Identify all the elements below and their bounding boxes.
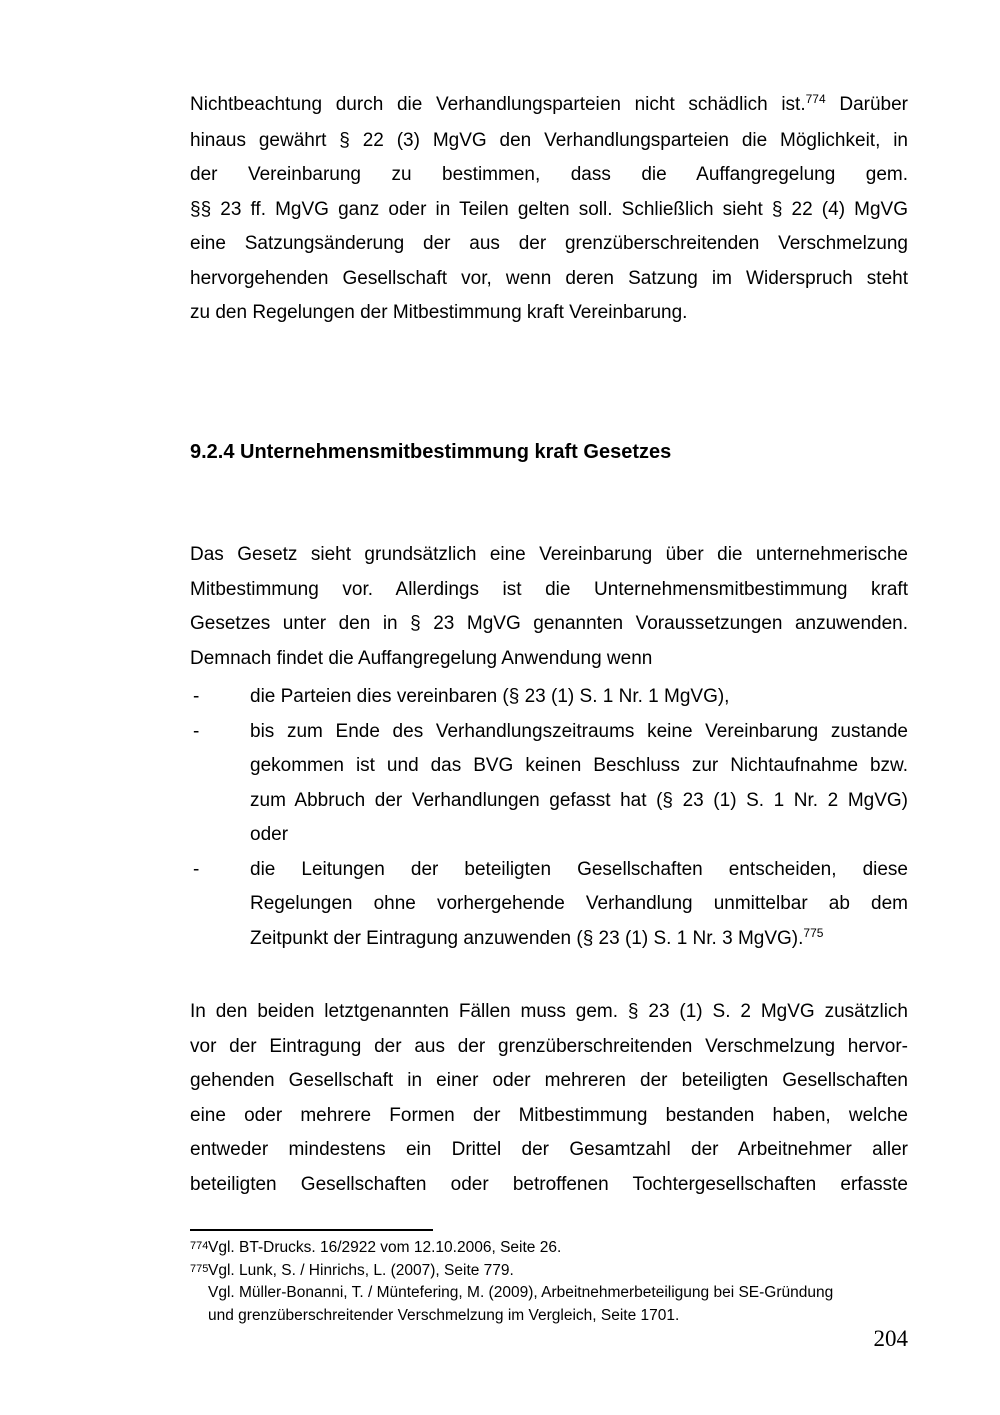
text-segment: vor der Eintragung der aus der grenzüberschreitenden Verschmelzung hervor- [190, 1035, 908, 1057]
footnote-text: Vgl. Müller-Bonanni, T. / Müntefering, M. (2009), Arbeitnehmerbeteiligung bei SE-Gründung [208, 1284, 834, 1302]
footnote-line [190, 1260, 908, 1283]
text-segment: oder [250, 824, 289, 845]
section-heading [190, 435, 908, 470]
conditions-list [190, 680, 908, 957]
dash-bullet: - [193, 858, 200, 880]
text-line [250, 715, 908, 750]
text-segment: zu den Regelungen der Mitbestimmung kraft Vereinbarung. [190, 302, 688, 323]
text-segment: Regelungen ohne vorhergehende Verhandlung unmittelbar ab dem [250, 893, 908, 914]
footnote-marker: 774 [190, 1240, 209, 1252]
text-segment: die Leitungen der beteiligten Gesellschaften entscheiden, diese [250, 858, 908, 880]
footnotes-section [190, 1237, 908, 1327]
text-segment: gehenden Gesellschaft in einer oder mehreren der beteiligten Gesellschaften [190, 1070, 908, 1091]
text-segment: Mitbestimmung vor. Allerdings ist die Unternehmensmitbestimmung kraft [190, 578, 908, 600]
text-column [190, 0, 908, 1415]
text-segment: bis zum Ende des Verhandlungszeitraums keine Vereinbarung zustande [250, 720, 908, 742]
text-segment: gekommen ist und das BVG keinen Beschluss zur Nichtaufnahme bzw. [250, 755, 908, 776]
text-segment: die Parteien dies vereinbaren (§ 23 (1) S. 1 Nr. 1 MgVG), [250, 686, 730, 707]
text-line [190, 642, 908, 677]
text-segment: In den beiden letztgenannten Fällen muss gem. § 23 (1) S. 2 MgVG zusätzlich [190, 1001, 908, 1022]
dash-bullet: - [193, 720, 200, 742]
text-segment: Gesetzes unter den in § 23 MgVG genannten Voraussetzungen anzuwenden. [190, 613, 908, 634]
text-line [250, 749, 908, 784]
text-segment: Das Gesetz sieht grundsätzlich eine Vereinbarung über die unternehmerische [190, 544, 908, 565]
text-line [190, 573, 908, 608]
list-item [190, 680, 908, 715]
text-line [190, 158, 908, 193]
text-line [190, 88, 908, 124]
text-line [250, 680, 908, 715]
text-line [190, 1168, 908, 1203]
list-item [190, 715, 908, 853]
text-segment: entweder mindestens ein Drittel der Gesamtzahl der Arbeitnehmer aller [190, 1139, 908, 1160]
footnote-ref: 775 [803, 925, 824, 940]
text-segment: Darüber [825, 94, 908, 115]
text-segment: Nichtbeachtung durch die Verhandlungsparteien nicht schädlich ist. [190, 94, 806, 115]
text-segment: eine Satzungsänderung der aus der grenzüberschreitenden Verschmelzung [190, 233, 908, 254]
section-number: 9.2.4 [190, 441, 235, 463]
text-segment: hinaus gewährt § 22 (3) MgVG den Verhandlungsparteien die Möglichkeit, in [190, 129, 908, 151]
text-line [190, 1030, 908, 1065]
text-line [190, 193, 908, 228]
text-segment: zum Abbruch der Verhandlungen gefasst hat (§ 23 (1) S. 1 Nr. 2 MgVG) [250, 789, 908, 811]
closing-paragraph [190, 995, 908, 1202]
footnote-text: und grenzüberschreitender Verschmelzung im Vergleich, Seite 1701. [208, 1306, 680, 1324]
footnote-separator [190, 1229, 433, 1231]
text-segment: §§ 23 ff. MgVG ganz oder in Teilen gelten soll. Schließlich sieht § 22 (4) MgVG [190, 198, 908, 220]
footnote-text: Vgl. BT-Drucks. 16/2922 vom 12.10.2006, Seite 26. [208, 1239, 562, 1256]
section-title: Unternehmensmitbestimmung kraft Gesetzes [240, 441, 672, 463]
footnote-line [190, 1237, 908, 1260]
text-segment: der Vereinbarung zu bestimmen, dass die Auffangregelung gem. [190, 164, 908, 185]
text-line [250, 887, 908, 922]
text-segment: eine oder mehrere Formen der Mitbestimmung bestanden haben, welche [190, 1104, 908, 1126]
list-item [190, 853, 908, 958]
text-line [190, 538, 908, 573]
text-line [190, 607, 908, 642]
text-line [190, 1064, 908, 1099]
dash-bullet: - [193, 686, 200, 707]
text-line [250, 922, 908, 958]
text-line [250, 853, 908, 888]
text-segment: Demnach findet die Auffangregelung Anwendung wenn [190, 647, 653, 669]
text-line [190, 995, 908, 1030]
text-line [190, 124, 908, 159]
footnote-line [190, 1305, 908, 1328]
text-line [190, 1099, 908, 1134]
text-segment: Zeitpunkt der Eintragung anzuwenden (§ 23 (1) S. 1 Nr. 3 MgVG). [250, 927, 804, 949]
text-line [250, 784, 908, 819]
intro-paragraph [190, 88, 908, 331]
footnote-ref: 774 [805, 92, 826, 106]
text-line [250, 818, 908, 853]
page-number: 204 [873, 1326, 908, 1351]
law-paragraph [190, 538, 908, 676]
text-line [190, 296, 908, 331]
text-segment: beteiligten Gesellschaften oder betroffenen Tochtergesellschaften erfasste [190, 1173, 908, 1195]
footnote-line [190, 1282, 908, 1305]
footnote-marker: 775 [190, 1262, 209, 1275]
text-line [190, 262, 908, 297]
footnote-text: Vgl. Lunk, S. / Hinrichs, L. (2007), Seite 779. [208, 1261, 514, 1279]
text-line [190, 1133, 908, 1168]
text-segment: hervorgehenden Gesellschaft vor, wenn deren Satzung im Widerspruch steht [190, 267, 908, 289]
text-line [190, 227, 908, 262]
